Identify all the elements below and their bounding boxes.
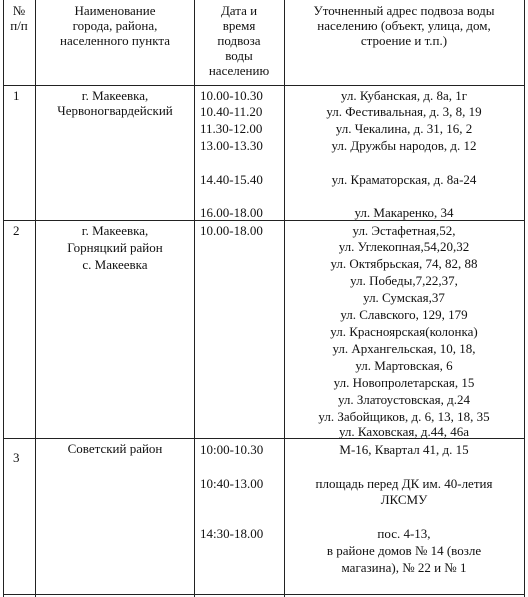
column-divider-2 bbox=[194, 0, 195, 597]
delivery-time: 14:30-18.00 bbox=[200, 526, 264, 541]
delivery-address: ул. Сумская,37 bbox=[363, 290, 445, 305]
delivery-time: 10:00-10.30 bbox=[200, 442, 264, 457]
row-number: 1 bbox=[13, 88, 20, 103]
delivery-time: 10.00-18.00 bbox=[200, 223, 263, 238]
header-address: строение и т.п.) bbox=[360, 33, 448, 48]
delivery-address: ул. Каховская, д.44, 46а bbox=[338, 424, 470, 439]
row-1-bottom-border bbox=[3, 220, 525, 221]
delivery-address: магазина), № 22 и № 1 bbox=[341, 560, 467, 575]
district-name: Горняцкий район bbox=[67, 240, 163, 255]
district-name: с. Макеевка bbox=[82, 257, 148, 272]
header-num: № bbox=[12, 3, 26, 18]
district-name: Червоногвардейский bbox=[57, 103, 173, 118]
delivery-address: площадь перед ДК им. 40-летия bbox=[315, 476, 493, 491]
header-bottom-border bbox=[3, 85, 525, 86]
row-number: 3 bbox=[13, 450, 20, 465]
header-name: города, района, bbox=[72, 18, 158, 33]
delivery-address: ул. Фестивальная, д. 3, 8, 19 bbox=[326, 104, 482, 119]
delivery-time: 13.00-13.30 bbox=[200, 138, 263, 153]
delivery-address: ул. Мартовская, 6 bbox=[355, 358, 453, 373]
table-border-right bbox=[524, 0, 525, 597]
delivery-address: ул. Макаренко, 34 bbox=[354, 205, 454, 220]
delivery-address: пос. 4-13, bbox=[377, 526, 431, 541]
delivery-time: 10.40-11.20 bbox=[200, 104, 263, 119]
header-name: Наименование bbox=[74, 3, 156, 18]
delivery-time: 16.00-18.00 bbox=[200, 205, 263, 220]
delivery-address: ул. Златоустовская, д.24 bbox=[337, 392, 471, 407]
delivery-address: ул. Краматорская, д. 8а-24 bbox=[331, 172, 477, 187]
delivery-address: ул. Новопролетарская, 15 bbox=[333, 375, 475, 390]
district-name: Советский район bbox=[67, 441, 163, 456]
row-number: 2 bbox=[13, 223, 20, 238]
delivery-address: ул. Чекалина, д. 31, 16, 2 bbox=[335, 121, 473, 136]
district-name: г. Макеевка, bbox=[81, 223, 149, 238]
delivery-time: 11.30-12.00 bbox=[200, 121, 263, 136]
delivery-address: ул. Дружбы народов, д. 12 bbox=[331, 138, 477, 153]
delivery-address: ул. Славского, 129, 179 bbox=[340, 307, 468, 322]
delivery-address: ул. Победы,7,22,37, bbox=[350, 273, 458, 288]
header-address: Уточненный адрес подвоза воды bbox=[313, 3, 495, 18]
district-name: г. Макеевка, bbox=[81, 88, 149, 103]
column-divider-1 bbox=[35, 0, 36, 597]
delivery-address: М-16, Квартал 41, д. 15 bbox=[339, 442, 469, 457]
delivery-address: ул. Кубанская, д. 8а, 1г bbox=[340, 88, 468, 103]
header-name: населенного пункта bbox=[59, 33, 171, 48]
header-address: населению (объект, улица, дом, bbox=[317, 18, 491, 33]
header-date: населению bbox=[208, 63, 270, 78]
delivery-address: ул. Архангельская, 10, 18, bbox=[332, 341, 476, 356]
delivery-time: 10:40-13.00 bbox=[200, 476, 264, 491]
delivery-address: ул. Октябрьская, 74, 82, 88 bbox=[330, 256, 478, 271]
delivery-time: 14.40-15.40 bbox=[200, 172, 263, 187]
column-divider-3 bbox=[284, 0, 285, 597]
delivery-address: ул. Эстафетная,52, bbox=[352, 223, 456, 238]
delivery-address: ул. Красноярская(колонка) bbox=[330, 324, 478, 339]
header-date: Дата и bbox=[220, 3, 258, 18]
delivery-time: 10.00-10.30 bbox=[200, 88, 263, 103]
header-date: подвоза bbox=[217, 33, 261, 48]
header-num: п/п bbox=[10, 18, 28, 33]
delivery-address: ул. Забойщиков, д. 6, 13, 18, 35 bbox=[318, 409, 490, 424]
delivery-address: в районе домов № 14 (возле bbox=[326, 543, 482, 558]
header-date: воды bbox=[225, 48, 253, 63]
delivery-address: ЛКСМУ bbox=[380, 492, 428, 507]
table-bottom-border bbox=[3, 594, 525, 595]
delivery-address: ул. Углекопная,54,20,32 bbox=[338, 239, 470, 254]
table-border-left bbox=[3, 0, 4, 597]
header-date: время bbox=[222, 18, 256, 33]
